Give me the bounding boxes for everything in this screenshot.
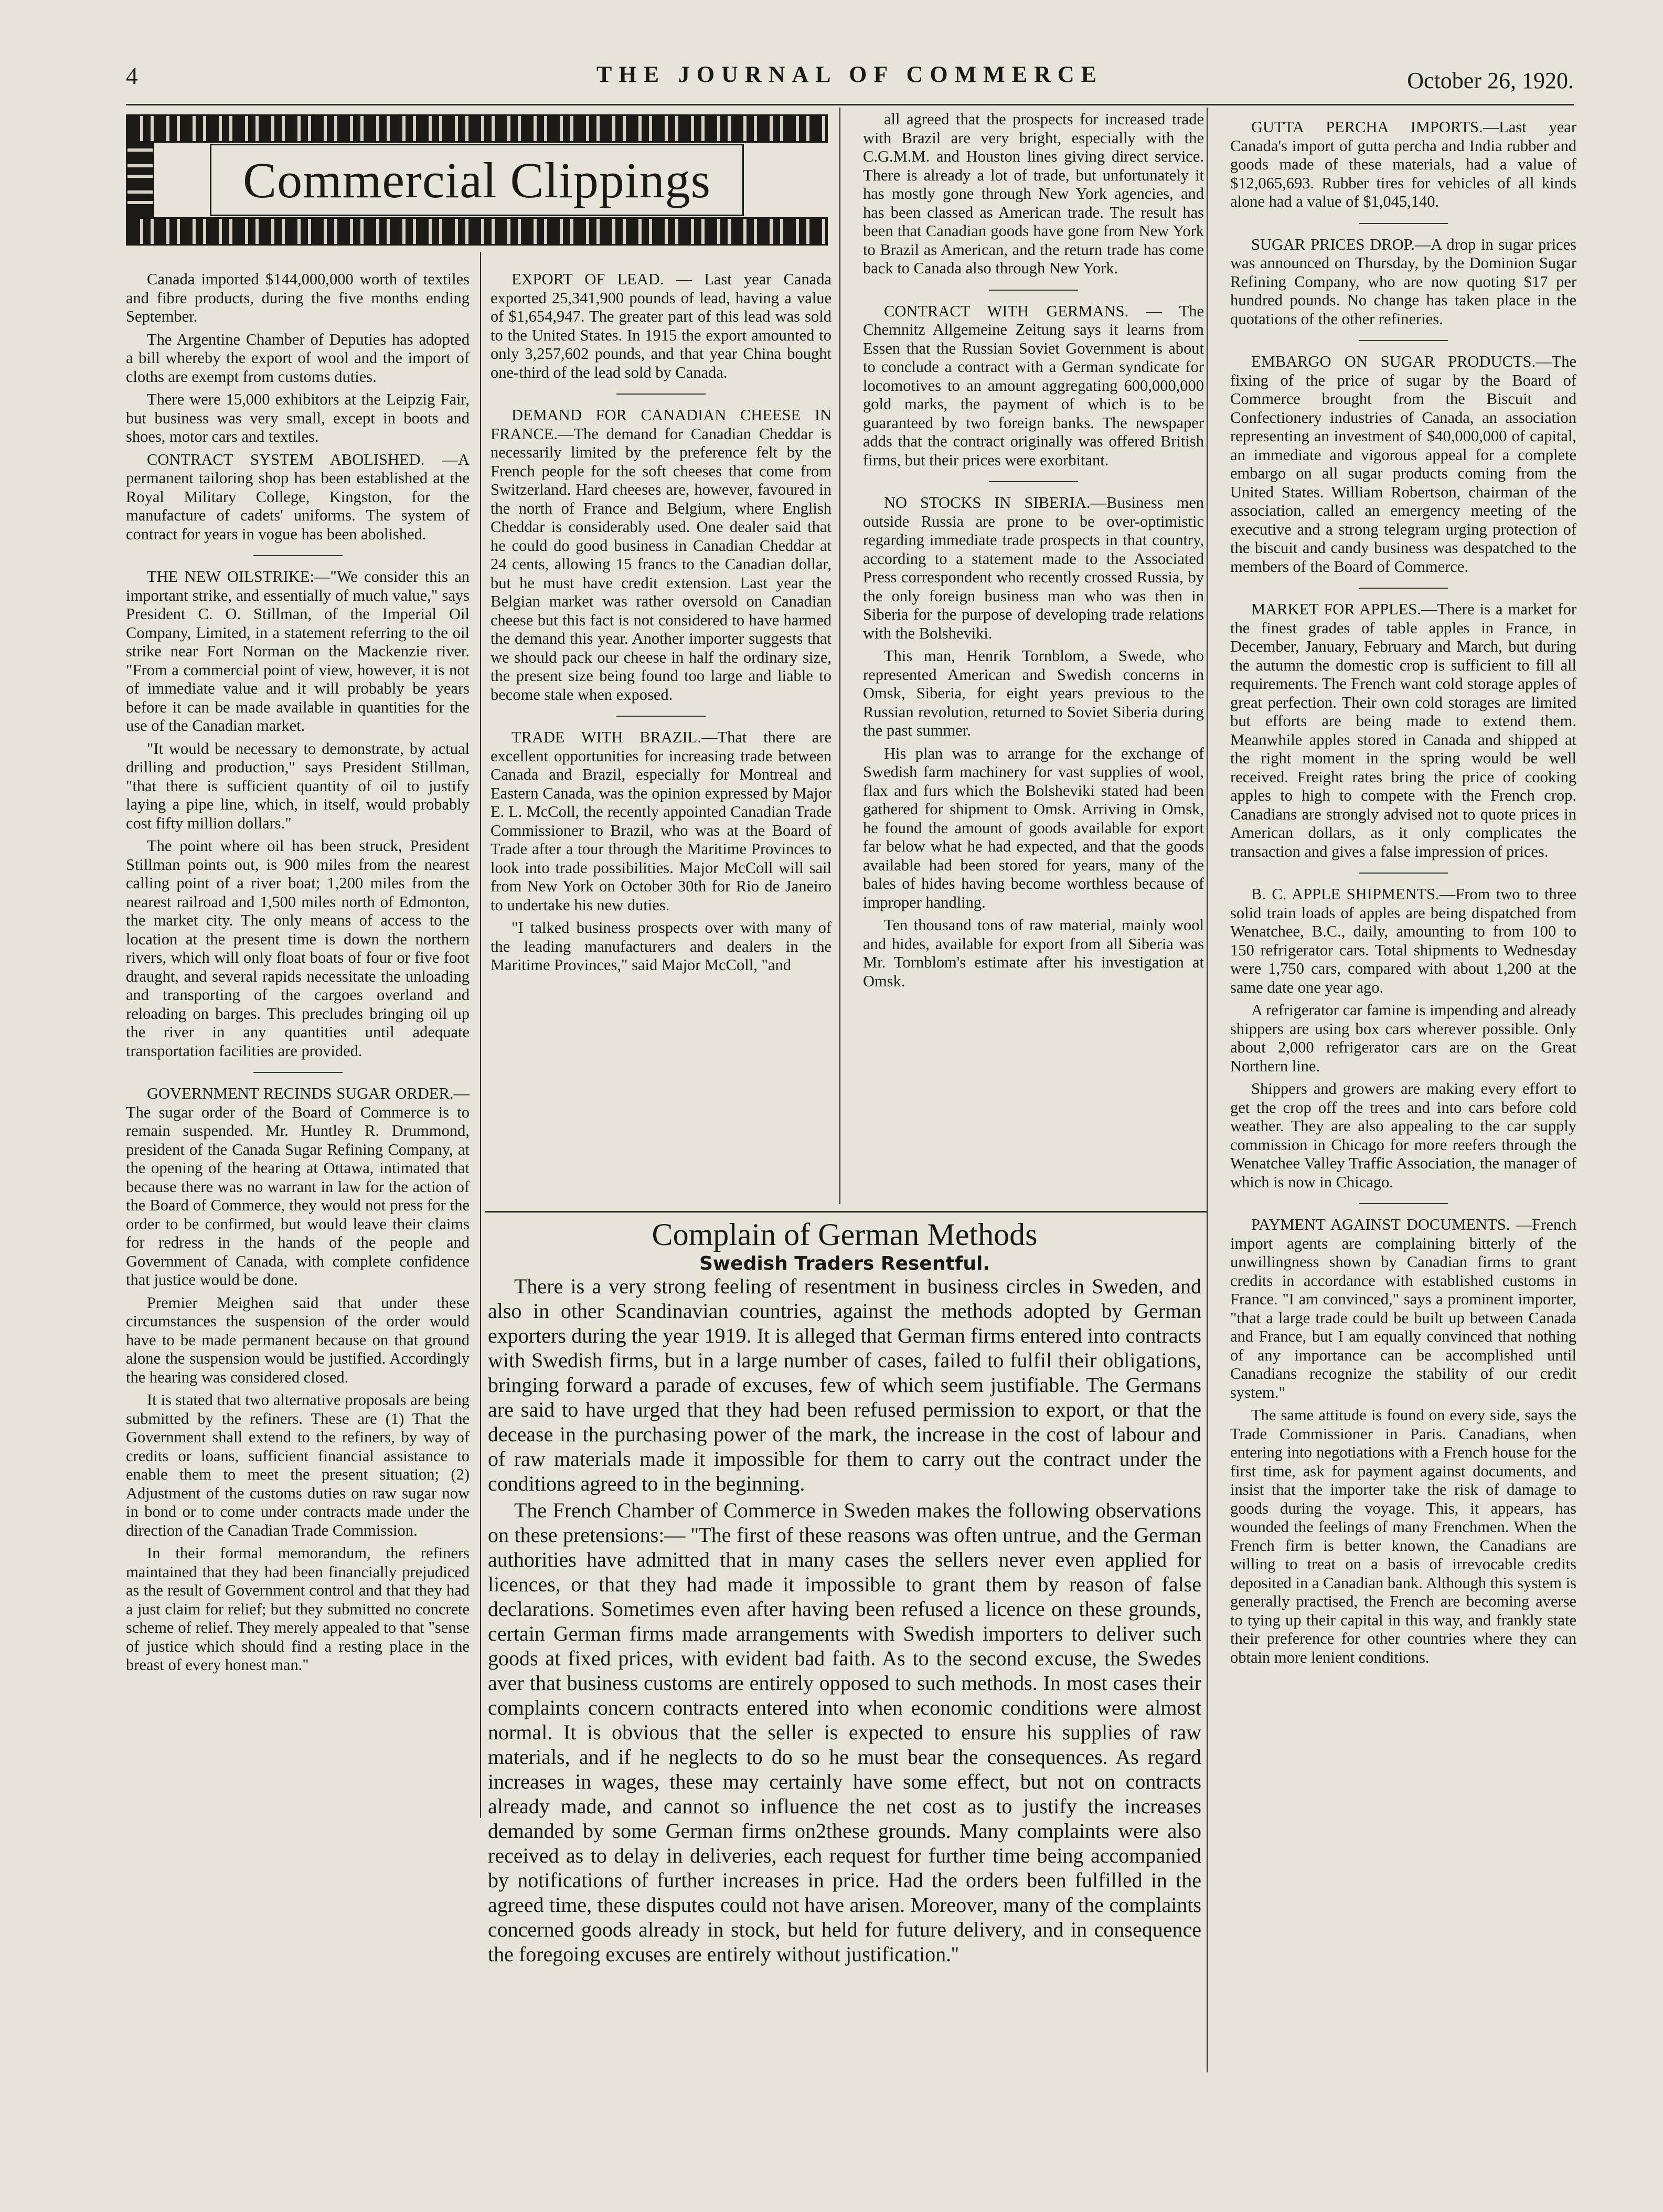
clipping-paragraph: The point where oil has been struck, President Stillman points out, is 900 miles from the nearest calling point of a river boat; 1,200 miles from the nearest railroad and 1,500 miles north of Edmonton, the market city. The only means of access to the location at the present time is down the northern rivers, which will only float boats of four or five foot draught, and several rapids necessitate the unloading and transporting of the cargoes overland and reloading on barges. This precludes bringing oil up the river in any quantities until adequate transportation facilities are provided. xyxy=(126,837,470,1060)
page-header xyxy=(126,52,1574,94)
divider xyxy=(253,555,343,556)
clipping-paragraph: This man, Henrik Tornblom, a Swede, who represented American and Swedish concerns in Omsk, Siberia, for eight years previous to the Russian revolution, returned to Soviet Siberia during the past summer. xyxy=(863,647,1204,739)
clipping-paragraph: A refrigerator car famine is impending and already shippers are using box cars wherever possible. Only about 2,000 refrigerator cars are on the Great Northern line. xyxy=(1230,1001,1576,1075)
ornamental-border-top xyxy=(126,114,828,143)
column-1 xyxy=(126,270,470,1679)
clipping-paragraph: all agreed that the prospects for increased trade with Brazil are very bright, especially with the C.G.M.M. and Houston lines giving direct service. There is already a lot of trade, but unfortunately it has mostly gone through New York agencies, and has been classed as American trade. The result has been that Canadian goods have gone from New York to Brazil as American, and the return trade has come back to Canada also through New York. xyxy=(863,110,1204,277)
clipping-paragraph: CONTRACT WITH GERMANS. — The Chemnitz Allgemeine Zeitung says it learns from Essen that the Russian Soviet Government is about to conclude a contract with a German syndicate for locomotives to an amount aggregating 600,000,000 gold marks, the payment of which is to be guaranteed by two foreign banks. The newspaper adds that the contract originally was offered British firms, but their prices were exorbitant. xyxy=(863,302,1204,469)
divider xyxy=(616,716,706,717)
clipping-paragraph: Canada imported $144,000,000 worth of textiles and fibre products, during the five months ending September. xyxy=(126,270,470,325)
ornamental-border-right xyxy=(126,142,154,218)
clipping-paragraph: THE NEW OILSTRIKE:—"We consider this an important strike, and essentially of much value," says President C. O. Stillman, of the Imperial Oil Company, Limited, in a statement referring to the oil strike near Fort Norman on the Mackenzie river. "From a commercial point of view, however, it is not of immediate value and it will probably be years before it can be made available in quantities for the use of the Canadian market. xyxy=(126,568,470,735)
ornamental-border-bottom xyxy=(126,217,828,246)
divider xyxy=(1359,588,1448,589)
column-4 xyxy=(1230,118,1576,1671)
article-subtitle: Swedish Traders Resentful. xyxy=(699,1253,990,1274)
clipping-paragraph: SUGAR PRICES DROP.—A drop in sugar prices was announced on Thursday, by the Dominion Sugar Refining Company, who are now quoting $17 per hundred pounds. No change has taken place in the quotations of the other refineries. xyxy=(1230,235,1576,328)
divider xyxy=(1359,873,1448,874)
issue-date: October 26, 1920. xyxy=(1407,68,1574,93)
clipping-paragraph: In their formal memorandum, the refiners maintained that they had been financially prejudiced as the result of Government control and that they had a just claim for relief; but they submitted no concrete scheme of relief. They merely appealed to that "sense of justice which should find a resting place in the breast of every honest man." xyxy=(126,1544,470,1674)
clipping-paragraph: The Argentine Chamber of Deputies has adopted a bill whereby the export of wool and the import of cloths are exempt from customs duties. xyxy=(126,330,470,386)
clipping-paragraph: It is stated that two alternative proposals are being submitted by the refiners. These are (1) That the Government shall extend to the refiners, by way of credits or loans, sufficient financial assistance to enable them to meet the present situation; (2) Adjustment of the customs duties on raw sugar now in bond or to come under contracts made under the direction of the Canadian Trade Commission. xyxy=(126,1391,470,1539)
clipping-paragraph: MARKET FOR APPLES.—There is a market for the finest grades of table apples in France, in December, January, February and March, but during the autumn the domestic crop is sufficient to fill all requirements. The French want cold storage apples of great perfection. Their own cold storages are limited but efforts are being made to extend them. Meanwhile apples stored in Canada and shipped at the right moment in the spring would be well received. Freight rates bring the price of cooking apples to high to compete with the French crop. Canadians are strongly advised not to quote prices in American dollars, as it only complicates the transaction and gives a false impression of prices. xyxy=(1230,600,1576,860)
article-paragraph: There is a very strong feeling of resentment in business circles in Sweden, and also in other Scandinavian countries, against the methods adopted by German exporters during the year 1919. It is alleged that German firms entered into contracts with Swedish firms, but in a large number of cases, failed to fulfil their obligations, bringing forward a parade of excuses, few of which seem justifiable. The Germans are said to have urged that they had been refused permission to export, or that the decease in the purchasing power of the mark, the increase in the cost of labour and of raw materials made it impossible for them to carry out the contract under the conditions agreed to in the beginning. xyxy=(488,1274,1201,1495)
clipping-paragraph: GUTTA PERCHA IMPORTS.—Last year Canada's import of gutta percha and India rubber and goods made of these materials, had a value of $12,065,693. Rubber tires for vehicles of all kinds alone had a value of $1,045,140. xyxy=(1230,118,1576,210)
clipping-paragraph: GOVERNMENT RECINDS SUGAR ORDER.—The sugar order of the Board of Commerce is to remain suspended. Mr. Huntley R. Drummond, president of the Canada Sugar Refining Company, at the opening of the hearing at Ottawa, intimated that because there was no warrant in law for the action of the Board of Commerce, they would not press for the order to be confirmed, but would leave their claims for redress in the hands of the people and Government of Canada, with complete confidence that justice would be done. xyxy=(126,1084,470,1289)
header-rule xyxy=(126,104,1574,105)
clipping-paragraph: "I talked business prospects over with many of the leading manufacturers and dealers in the Maritime Provinces," said Major McColl, "and xyxy=(491,919,832,974)
divider xyxy=(1359,340,1448,341)
page-number: 4 xyxy=(126,62,138,89)
article-paragraph: The French Chamber of Commerce in Sweden makes the following observations on these pretensions:— ''The first of these reasons was often untrue, and the German authorities have admitted that in many cases the sellers never even applied for licences, or that they had made it impossible to grant them by reason of false declarations. Sometimes even after having been refused a licence on these grounds, certain German firms made arrangements with Swedish importers to deliver such goods at fixed prices, with evident bad faith. As to the second excuse, the Swedes aver that business customs are entirely opposed to such methods. In most cases their complaints concern contracts entered into when economic conditions were almost normal. It is obvious that the seller is expected to ensure his supplies of raw materials, and if he neglects to do so he must bear the consequences. As regard increases in wages, these may certainly have some effect, but not on contracts already made, and cannot so influence the net cost as to justify the increases demanded by some German firms on2these grounds. Many complaints were also received as to delay in deliveries, each request for further time being accompanied by notifications of further increases in price. Had the orders been fulfilled in the agreed time, these disputes could not have arisen. Moreover, many of the complaints concerned goods already in stock, but held for future delivery, and in consequence the foregoing excuses are entirely without justification.'' xyxy=(488,1498,1201,1966)
divider xyxy=(1359,1203,1448,1204)
divider xyxy=(989,290,1078,291)
article-header xyxy=(488,1217,1201,1274)
masthead: THE JOURNAL OF COMMERCE xyxy=(596,61,1103,87)
divider xyxy=(253,1072,343,1073)
divider xyxy=(616,394,706,395)
section-title: Commercial Clippings xyxy=(243,152,711,208)
clipping-paragraph: B. C. APPLE SHIPMENTS.—From two to three solid train loads of apples are being dispatched from Wenatchee, B.C., daily, amounting to from 100 to 150 refrigerator cars. Total shipments to Wednesday were 1,750 cars, compared with about 1,200 at the same date one year ago. xyxy=(1230,885,1576,996)
column-3 xyxy=(863,110,1204,995)
column-rule-2 xyxy=(839,108,840,1204)
clipping-paragraph: EXPORT OF LEAD. — Last year Canada exported 25,341,900 pounds of lead, having a value of $1,654,947. The greater part of this lead was sold to the United States. In 1915 the export amounted to only 3,257,602 pounds, and that year China bought one-third of the lead sold by Canada. xyxy=(491,270,832,381)
clipping-paragraph: "It would be necessary to demonstrate, by actual drilling and production," says President Stillman, "that there is sufficient quantity of oil to justify laying a pipe line, which, in itself, would probably cost fifty million dollars." xyxy=(126,739,470,832)
clipping-paragraph: NO STOCKS IN SIBERIA.—Business men outside Russia are prone to be over-optimistic regarding immediate trade prospects in that country, according to a statement made to the Associated Press correspondent who recently crossed Russia, by the only foreign business man who was then in Siberia for the purpose of developing trade relations with the Bolsheviki. xyxy=(863,494,1204,642)
clipping-paragraph: PAYMENT AGAINST DOCUMENTS. —French import agents are complaining bitterly of the unwillingness shown by Canadian firms to grant credits in accordance with established customs in France. "I am convinced," says a prominent importer, "that a large trade could be built up between Canada and France, but I am equally convinced that nothing of any importance can be accomplished until Canadians recognize the stability of our credit system." xyxy=(1230,1216,1576,1401)
column-rule-3 xyxy=(1207,108,1208,2072)
section-title-panel xyxy=(210,144,744,216)
article-top-rule xyxy=(485,1211,1207,1213)
clipping-paragraph: TRADE WITH BRAZIL.—That there are excellent opportunities for increasing trade between Canada and Brazil, especially for Montreal and Eastern Canada, was the opinion expressed by Major E. L. McColl, the recently appointed Canadian Trade Commissioner to Brazil, who was at the Board of Trade after a tour through the Maritime Provinces to look into trade possibilities. Major McColl will sail from New York on October 30th for Rio de Janeiro to undertake his new duties. xyxy=(491,728,832,914)
clipping-paragraph: EMBARGO ON SUGAR PRODUCTS.—The fixing of the price of sugar by the Board of Commerce brought from the Biscuit and Confectionery industries of Canada, an association representing an investment of $40,000,000 of capital, an immediate and vigorous appeal for a complete embargo on all sugar products coming from the United States. William Robertson, chairman of the association, called an emergency meeting of the executive and a strong telegram urging protection of the biscuit and candy business was despatched to the members of the Board of Commerce. xyxy=(1230,353,1576,576)
article-body xyxy=(488,1274,1201,1969)
article-title: Complain of German Methods xyxy=(652,1217,1038,1252)
clipping-paragraph: His plan was to arrange for the exchange of Swedish farm machinery for vast supplies of wool, flax and furs which the Bolsheviki stated had been gathered for shipment to Omsk. Arriving in Omsk, he found the amount of goods available for export far below what he had expected, and that the goods available had been stored for years, many of the bales of hides having become worthless because of improper handling. xyxy=(863,744,1204,911)
clipping-paragraph: Shippers and growers are making every effort to get the crop off the trees and into cars before cold weather. They are also appealing to the car supply commission in Chicago for more reefers through the Wenatchee Valley Traffic Association, the manager of which is now in Chicago. xyxy=(1230,1080,1576,1191)
clipping-paragraph: Ten thousand tons of raw material, mainly wool and hides, available for export from all Siberia was Mr. Tornblom's estimate after his investigation at Omsk. xyxy=(863,916,1204,990)
section-title-box xyxy=(126,114,828,246)
divider xyxy=(1359,223,1448,224)
column-rule-1 xyxy=(480,252,481,1818)
clipping-paragraph: DEMAND FOR CANADIAN CHEESE IN FRANCE.—The demand for Canadian Cheddar is necessarily limited by the preference felt by the French people for the soft cheeses that come from Switzerland. Hard cheeses are, however, favoured in the north of France and Belgium, where English Cheddar is considerably used. One dealer said that he could do good business in Canadian Cheddar at 24 cents, allowing 15 francs to the Canadian dollar, but he must have credit extension. Last year the Belgian market was rather oversold on Canadian cheese but this fact is not considered to have harmed the demand this year. Another importer suggests that we should pack our cheese in half the ordinary size, the present size being found too large and liable to become stale when exposed. xyxy=(491,406,832,704)
clipping-paragraph: The same attitude is found on every side, says the Trade Commissioner in Paris. Canadians, when entering into negotiations with a French house for the first time, ask for payment against documents, and insist that the importer take the risk of damage to goods during the voyage. This, it appears, has wounded the feelings of many Frenchmen. When the French firm is better known, the Canadians are willing to treat on a basis of irrevocable credits deposited in a Canadian bank. Although this system is generally practised, the French are becoming averse to tying up their capital in this way, and frankly state their preference for other countries where they can obtain more lenient conditions. xyxy=(1230,1406,1576,1666)
clipping-paragraph: CONTRACT SYSTEM ABOLISHED. —A permanent tailoring shop has been established at the Royal Military College, Kingston, for the manufacture of cadets' uniforms. The system of contract for years in vogue has been abolished. xyxy=(126,450,470,543)
clipping-paragraph: Premier Meighen said that under these circumstances the suspension of the order would have to be made permanent because on that ground alone the suspension would be justified. Accordingly the hearing was considered closed. xyxy=(126,1293,470,1386)
column-2 xyxy=(491,270,832,979)
clipping-paragraph: There were 15,000 exhibitors at the Leipzig Fair, but business was very small, except in boots and shoes, motor cars and textiles. xyxy=(126,390,470,445)
divider xyxy=(989,481,1078,482)
